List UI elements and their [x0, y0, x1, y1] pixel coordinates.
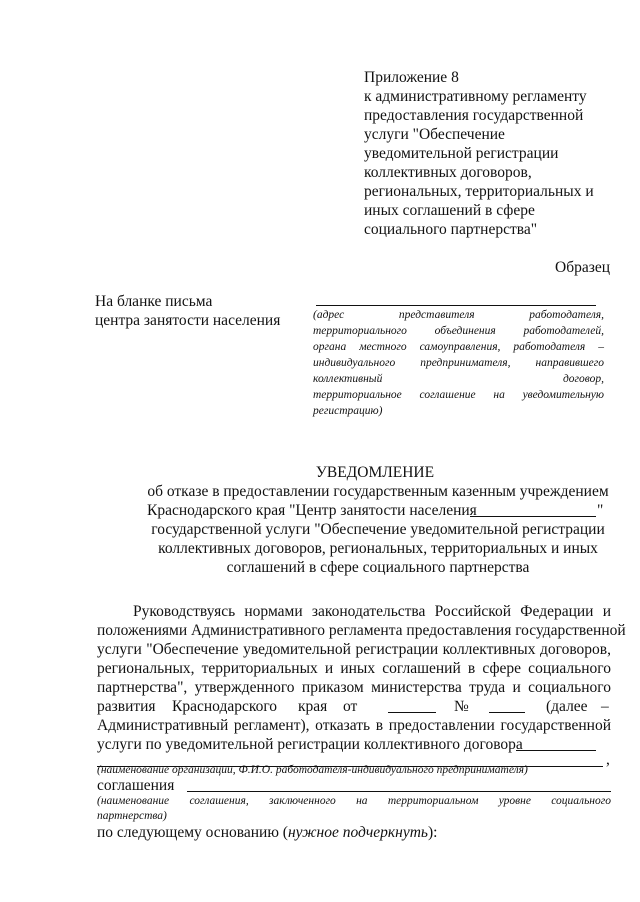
agreement-hint-line-2: партнерства)	[97, 810, 167, 822]
organization-comma: ,	[606, 751, 610, 768]
appendix-line-1: Приложение 8	[364, 69, 459, 86]
sample-label: Образец	[555, 259, 611, 276]
notice-title: УВЕДОМЛЕНИЕ	[315, 464, 435, 481]
agreement-label: соглашения	[97, 777, 175, 794]
basis-text: по следующему основанию (	[97, 824, 288, 841]
order-date-field	[388, 712, 436, 713]
body-line-6-word-5: №	[454, 698, 469, 715]
body-line-3: услуги "Обеспечение уведомительной регистрации коллективных договоров,	[97, 641, 611, 658]
address-hint-line-6: территориальное соглашение на уведомительную	[313, 389, 604, 401]
body-line-7: Административный регламент), отказать в предоставлении государственной	[97, 717, 611, 734]
employment-center-field	[470, 516, 596, 517]
notice-quote-close: "	[597, 502, 604, 519]
notice-subtitle-line-2: Краснодарского края "Центр занятости населения	[147, 502, 477, 519]
address-hint-line-4: индивидуального предпринимателя, направившего	[313, 357, 604, 369]
order-number-field	[489, 712, 525, 713]
address-hint-line-5: коллективный договор,	[313, 373, 604, 385]
appendix-line-4: услуги "Обеспечение	[364, 126, 505, 143]
address-hint-line-1: (адрес представителя работодателя,	[313, 309, 604, 321]
address-hint-line-3: органа местного самоуправления, работодателя –	[313, 341, 604, 353]
body-line-6-word-3: края	[298, 698, 328, 715]
body-line-6-word-7: –	[601, 698, 609, 715]
notice-subtitle-line-1: об отказе в предоставлении государственным казенным учреждением	[147, 483, 609, 500]
letterhead-line-1: На бланке письма	[95, 293, 213, 310]
basis-line	[97, 823, 437, 842]
basis-emphasis: нужное подчеркнуть	[287, 824, 428, 841]
body-line-2: положениями Административного регламента предоставления государственной	[97, 622, 626, 639]
organization-hint: (наименование организации, Ф.И.О. работодателя-индивидуального предпринимателя)	[97, 764, 528, 776]
body-line-8: услуги по уведомительной регистрации коллективного договора	[97, 736, 523, 753]
address-hint-line-2: территориального объединения работодателей,	[313, 325, 604, 337]
appendix-line-5: уведомительной регистрации	[364, 145, 559, 162]
body-line-6-word-1: развития	[97, 698, 156, 715]
body-line-1: Руководствуясь нормами законодательства Российской Федерации и	[133, 603, 611, 620]
notice-subtitle-line-4: коллективных договоров, региональных, территориальных и иных	[158, 540, 598, 557]
body-line-4: региональных, территориальных и иных соглашений в сфере социального	[97, 660, 611, 677]
appendix-line-7: региональных, территориальных и	[364, 183, 594, 200]
notice-subtitle-line-5: соглашений в сфере социального партнерства	[226, 559, 530, 576]
contract-field	[516, 750, 596, 751]
letterhead-line-2: центра занятости населения	[95, 312, 281, 329]
body-line-6-word-6: (далее	[546, 698, 588, 715]
appendix-line-9: социального партнерства"	[364, 221, 538, 238]
appendix-line-6: коллективных договоров,	[364, 164, 532, 181]
appendix-line-8: иных соглашений в сфере	[364, 202, 535, 219]
notice-subtitle-line-3: государственной услуги "Обеспечение уведомительной регистрации	[151, 521, 605, 538]
agreement-hint-line-1: (наименование соглашения, заключенного на территориальном уровне социального	[97, 795, 611, 807]
appendix-line-2: к административному регламенту	[364, 88, 587, 105]
basis-tail: ):	[427, 824, 438, 841]
body-line-6-word-2: Краснодарского	[172, 698, 278, 715]
address-field-line	[316, 305, 596, 306]
address-hint-line-7: регистрацию)	[313, 405, 383, 417]
body-line-6-word-4: от	[343, 698, 358, 715]
body-line-5: партнерства", утвержденного приказом министерства труда и социального	[97, 679, 611, 696]
agreement-field	[187, 791, 611, 792]
appendix-line-3: предоставления государственной	[364, 107, 584, 124]
